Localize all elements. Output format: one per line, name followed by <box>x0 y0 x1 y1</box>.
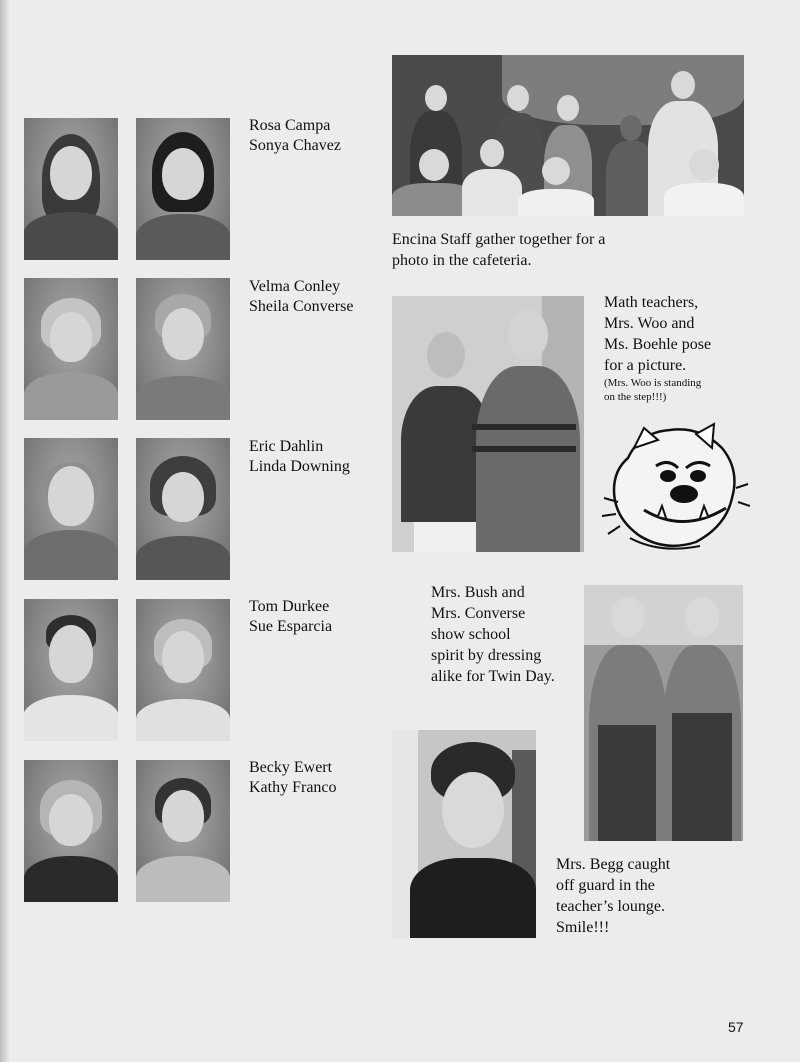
math-teachers-photo <box>392 296 584 552</box>
staff-name: Kathy Franco <box>249 779 337 796</box>
portrait-linda-downing <box>136 438 230 580</box>
staff-name: Rosa Campa <box>249 117 331 134</box>
names-row-2 <box>249 277 353 317</box>
portrait-tom-durkee <box>24 599 118 741</box>
portrait-becky-ewert <box>24 760 118 902</box>
caption-line: off guard in the <box>556 877 655 894</box>
names-row-4 <box>249 597 332 637</box>
staff-name: Sue Esparcia <box>249 618 333 635</box>
portrait-rosa-campa <box>24 118 118 260</box>
names-row-3 <box>249 437 350 477</box>
caption-line: photo in the cafeteria. <box>392 252 532 269</box>
names-row-5 <box>249 758 337 798</box>
staff-name: Tom Durkee <box>249 598 330 615</box>
portrait-velma-conley <box>24 278 118 420</box>
caption-math-teachers <box>604 292 711 404</box>
staff-group-photo <box>392 55 744 216</box>
staff-name: Linda Downing <box>249 458 350 475</box>
caption-begg <box>556 854 670 938</box>
caption-line: Mrs. Converse <box>431 605 526 622</box>
caption-line: Smile!!! <box>556 919 610 936</box>
caption-line: Ms. Boehle pose <box>604 336 712 353</box>
mrs-begg-photo <box>392 730 536 938</box>
portrait-kathy-franco <box>136 760 230 902</box>
caption-line: Mrs. Begg caught <box>556 856 671 873</box>
caption-line: Encina Staff gather together for a <box>392 231 606 248</box>
caption-line: alike for Twin Day. <box>431 668 555 685</box>
staff-name: Velma Conley <box>249 278 341 295</box>
caption-line: Math teachers, <box>604 294 699 311</box>
caption-line: for a picture. <box>604 357 687 374</box>
portrait-sonya-chavez <box>136 118 230 260</box>
caption-twin-day <box>431 582 555 687</box>
staff-name: Becky Ewert <box>249 759 333 776</box>
portrait-sue-esparcia <box>136 599 230 741</box>
names-row-1 <box>249 116 341 156</box>
portrait-eric-dahlin <box>24 438 118 580</box>
twin-day-photo <box>584 585 743 841</box>
bulldog-mascot-icon <box>600 418 750 554</box>
caption-staff-photo <box>392 229 605 271</box>
staff-name: Eric Dahlin <box>249 438 324 455</box>
caption-note: on the step!!!) <box>604 391 667 403</box>
caption-line: Mrs. Woo and <box>604 315 695 332</box>
caption-line: spirit by dressing <box>431 647 542 664</box>
binding-edge <box>0 0 10 1062</box>
staff-name: Sonya Chavez <box>249 137 341 154</box>
portrait-sheila-converse <box>136 278 230 420</box>
caption-line: teacher’s lounge. <box>556 898 665 915</box>
staff-name: Sheila Converse <box>249 298 354 315</box>
caption-line: Mrs. Bush and <box>431 584 525 601</box>
caption-line: show school <box>431 626 511 643</box>
caption-note: (Mrs. Woo is standing <box>604 377 702 389</box>
page-number: 57 <box>728 1019 744 1035</box>
